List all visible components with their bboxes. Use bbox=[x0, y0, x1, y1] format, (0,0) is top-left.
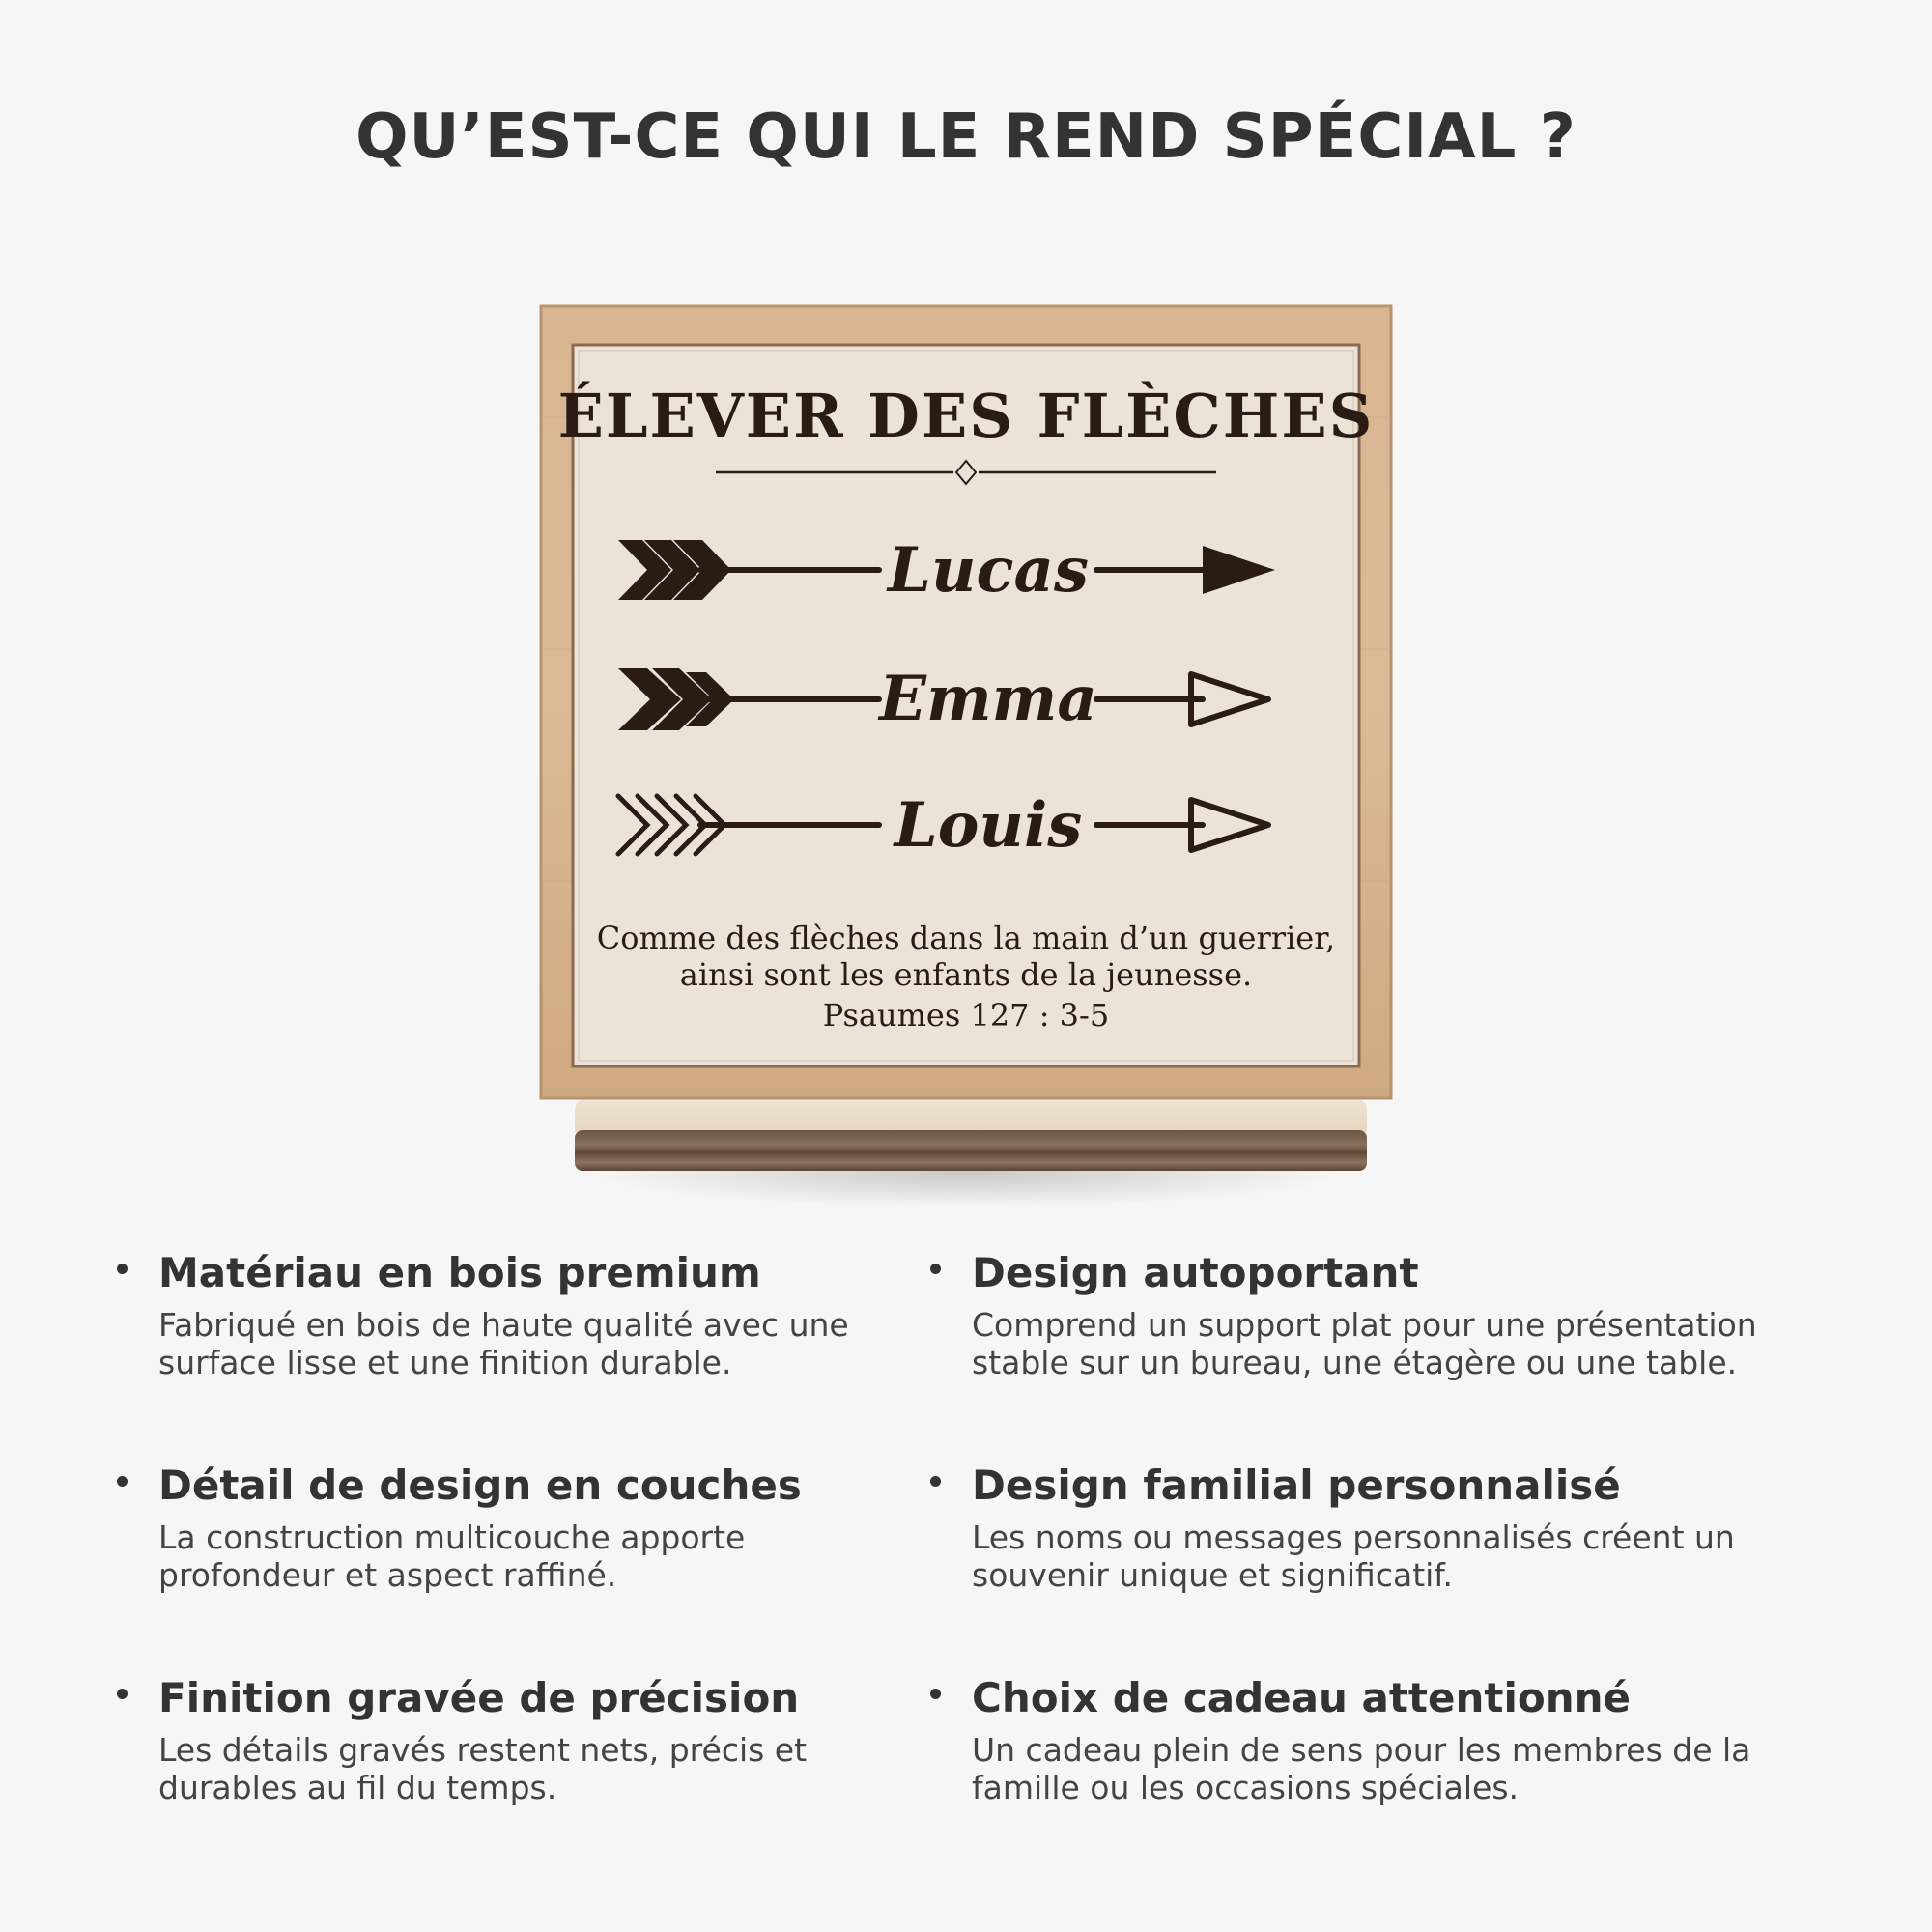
feature-item bbox=[972, 1671, 1803, 1806]
features-list bbox=[0, 1246, 1932, 1884]
feature-description: Les détails gravés restent nets, précis et durables au fil du temps. bbox=[158, 1731, 808, 1806]
feature-description: Les noms ou messages personnalisés créent un souvenir unique et significatif. bbox=[972, 1519, 1735, 1594]
feature-title: Choix de cadeau attentionné bbox=[972, 1674, 1632, 1721]
feature-title: Design autoportant bbox=[972, 1249, 1419, 1296]
page-title: QU’EST-CE QUI LE REND SPÉCIAL ? bbox=[355, 101, 1577, 173]
feature-title: Design familial personnalisé bbox=[972, 1462, 1621, 1509]
feature-item bbox=[972, 1246, 1803, 1381]
feature-description: Fabriqué en bois de haute qualité avec une surface lisse et une finition durable. bbox=[158, 1306, 849, 1381]
feature-title: Finition gravée de précision bbox=[158, 1674, 800, 1721]
product-image-plaque bbox=[536, 301, 1396, 1185]
plaque-title: ÉLEVER DES FLÈCHES bbox=[557, 381, 1375, 451]
wooden-stand bbox=[575, 1099, 1367, 1171]
bullet-icon bbox=[117, 1476, 128, 1487]
verse-reference: Psaumes 127 : 3-5 bbox=[822, 997, 1110, 1034]
feature-description: Un cadeau plein de sens pour les membres de la famille ou les occasions spéciales. bbox=[972, 1731, 1751, 1806]
feature-title: Détail de design en couches bbox=[158, 1462, 802, 1509]
feature-description: La construction multicouche apporte profondeur et aspect raffiné. bbox=[158, 1519, 746, 1594]
plaque-illustration bbox=[536, 301, 1396, 1185]
feature-item bbox=[158, 1671, 989, 1806]
feature-description: Comprend un support plat pour une présentation stable sur un bureau, une étagère ou une table. bbox=[972, 1306, 1757, 1381]
bullet-icon bbox=[930, 1476, 941, 1487]
verse-line-2: ainsi sont les enfants de la jeunesse. bbox=[679, 956, 1253, 993]
name-louis: Louis bbox=[894, 789, 1083, 862]
bullet-icon bbox=[117, 1264, 128, 1274]
bullet-icon bbox=[930, 1264, 941, 1274]
bullet-icon bbox=[117, 1689, 128, 1699]
name-emma: Emma bbox=[879, 663, 1097, 735]
name-lucas: Lucas bbox=[888, 534, 1089, 607]
feature-item bbox=[158, 1459, 989, 1594]
feature-item bbox=[972, 1459, 1803, 1594]
feature-item bbox=[158, 1246, 989, 1381]
bullet-icon bbox=[930, 1689, 941, 1699]
verse-line-1: Comme des flèches dans la main d’un guerrier, bbox=[596, 920, 1336, 956]
feature-title: Matériau en bois premium bbox=[158, 1249, 761, 1296]
